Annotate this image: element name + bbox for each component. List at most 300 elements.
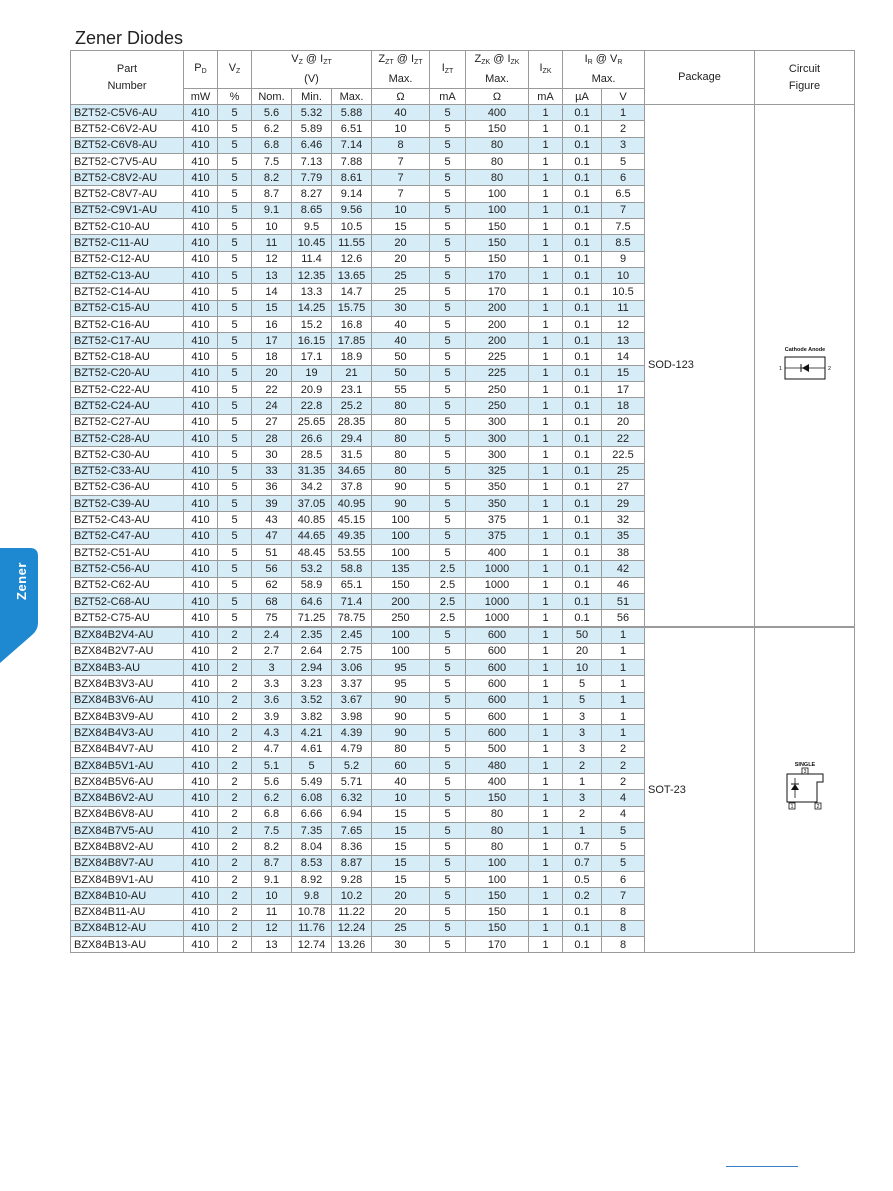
cell-zzt: 20 [372,251,430,267]
cell-izk: 1 [529,382,563,398]
cell-vz-min: 3.52 [292,692,332,708]
cell-izt: 5 [430,398,466,414]
cell-vz-nom: 22 [252,382,292,398]
cell-ir: 20 [563,643,602,659]
cell-zzk: 150 [466,888,529,904]
diode-sod123-icon [775,345,835,385]
zener-spec-table [70,50,855,953]
cell-vz-min: 12.35 [292,267,332,283]
cell-part-number: BZT52-C56-AU [71,561,184,577]
cell-pd: 410 [184,235,218,251]
cell-zzt: 90 [372,692,430,708]
cell-izk: 1 [529,643,563,659]
cell-vr: 5 [602,823,645,839]
cell-pd: 410 [184,382,218,398]
cell-pd: 410 [184,545,218,561]
cell-zzt: 15 [372,806,430,822]
cell-izt: 5 [430,414,466,430]
cell-izt: 5 [430,137,466,153]
cell-vz-nom: 16 [252,316,292,332]
izt-sym: I [441,61,445,74]
cell-vz-min: 4.21 [292,725,332,741]
cell-vr: 4 [602,806,645,822]
cell-izt: 5 [430,660,466,676]
cell-ir: 5 [563,676,602,692]
cell-zzk: 600 [466,692,529,708]
cell-zzk: 150 [466,251,529,267]
cell-zzk: 225 [466,349,529,365]
zzk-sub: ZK [481,59,491,66]
ir-at: @ V [592,53,618,65]
cell-vz-max: 58.8 [332,561,372,577]
circuit-figure-cell [755,105,855,627]
cell-zzk: 375 [466,512,529,528]
cell-part-number: BZX84B12-AU [71,920,184,936]
cell-zzt: 50 [372,349,430,365]
cell-vz-tol: 2 [218,871,252,887]
cell-pd: 410 [184,577,218,593]
cell-vz-nom: 62 [252,577,292,593]
cell-vz-tol: 2 [218,937,252,953]
cell-vz-nom: 9.1 [252,202,292,218]
cell-vz-min: 13.3 [292,284,332,300]
cell-part-number: BZT52-C8V7-AU [71,186,184,202]
unit-izk: mA [529,89,563,105]
cell-vz-max: 7.88 [332,153,372,169]
cell-vz-max: 45.15 [332,512,372,528]
pin1-label: 1 [790,803,793,810]
cell-izk: 1 [529,627,563,644]
cell-vz-min: 14.25 [292,300,332,316]
cell-vz-nom: 14 [252,284,292,300]
cell-izt: 5 [430,202,466,218]
figure-label: SINGLE [794,761,815,768]
cell-vz-tol: 5 [218,382,252,398]
cell-izt: 5 [430,153,466,169]
cell-izk: 1 [529,920,563,936]
cell-pd: 410 [184,692,218,708]
cell-vz-min: 9.8 [292,888,332,904]
cell-vz-min: 6.46 [292,137,332,153]
cell-izt: 5 [430,349,466,365]
cell-part-number: BZT52-C27-AU [71,414,184,430]
cell-ir: 0.1 [563,593,602,609]
cell-vz-min: 25.65 [292,414,332,430]
cell-vz-nom: 3.9 [252,708,292,724]
cell-zzt: 25 [372,267,430,283]
cell-vr: 6.5 [602,186,645,202]
cell-ir: 0.7 [563,839,602,855]
cell-ir: 0.7 [563,855,602,871]
cell-ir: 1 [563,774,602,790]
cell-part-number: BZT52-C14-AU [71,284,184,300]
cell-pd: 410 [184,660,218,676]
cell-vr: 10.5 [602,284,645,300]
cell-izk: 1 [529,725,563,741]
cell-izt: 5 [430,871,466,887]
cell-izk: 1 [529,774,563,790]
cell-vz-max: 5.2 [332,757,372,773]
cell-pd: 410 [184,855,218,871]
cell-vz-tol: 5 [218,202,252,218]
cell-part-number: BZT52-C16-AU [71,316,184,332]
cell-zzk: 150 [466,920,529,936]
cell-izt: 5 [430,512,466,528]
cell-zzt: 20 [372,904,430,920]
cell-izt: 5 [430,692,466,708]
cell-vr: 9 [602,251,645,267]
cell-izk: 1 [529,676,563,692]
col-zzk [466,51,529,89]
cell-izt: 5 [430,186,466,202]
cell-vz-min: 8.92 [292,871,332,887]
cell-pd: 410 [184,676,218,692]
cell-zzk: 1000 [466,593,529,609]
cell-vz-max: 11.55 [332,235,372,251]
cell-vz-min: 7.79 [292,170,332,186]
cell-izk: 1 [529,577,563,593]
cell-vz-nom: 36 [252,479,292,495]
cell-zzk: 300 [466,414,529,430]
cell-ir: 0.1 [563,414,602,430]
ir-sub: R [587,59,593,66]
cell-vz-max: 40.95 [332,496,372,512]
cell-vz-nom: 51 [252,545,292,561]
vz-symbol: V [228,61,237,74]
cell-vz-tol: 5 [218,170,252,186]
izt-sub: ZT [444,67,454,75]
cell-part-number: BZT52-C33-AU [71,463,184,479]
cell-vz-min: 31.35 [292,463,332,479]
cell-izt: 5 [430,676,466,692]
cell-vz-min: 9.5 [292,219,332,235]
cell-vz-nom: 13 [252,937,292,953]
cell-izk: 1 [529,839,563,855]
cell-izk: 1 [529,528,563,544]
cell-zzt: 55 [372,382,430,398]
cell-zzt: 135 [372,561,430,577]
cell-zzt: 80 [372,430,430,446]
vz-unit: (V) [304,73,319,85]
zzt-max: Max. [388,73,413,85]
cell-pd: 410 [184,284,218,300]
cell-vr: 32 [602,512,645,528]
cell-pd: 410 [184,790,218,806]
cell-vz-max: 3.67 [332,692,372,708]
cell-vz-tol: 5 [218,430,252,446]
cell-vz-min: 3.23 [292,676,332,692]
cell-vr: 13 [602,333,645,349]
cell-izk: 1 [529,593,563,609]
cell-izt: 5 [430,904,466,920]
cell-part-number: BZT52-C43-AU [71,512,184,528]
cell-izt: 2.5 [430,577,466,593]
cell-ir: 3 [563,790,602,806]
cell-vz-min: 8.27 [292,186,332,202]
cell-izk: 1 [529,512,563,528]
cell-izk: 1 [529,790,563,806]
spec-table-body [71,105,855,953]
cell-part-number: BZT52-C47-AU [71,528,184,544]
cell-ir: 0.1 [563,610,602,627]
cell-vz-max: 2.75 [332,643,372,659]
cell-vz-min: 10.78 [292,904,332,920]
cell-izt: 5 [430,920,466,936]
cell-izt: 2.5 [430,561,466,577]
unit-zzt: Ω [372,89,430,105]
cell-zzk: 100 [466,186,529,202]
cell-vz-max: 6.32 [332,790,372,806]
cell-vz-tol: 5 [218,251,252,267]
cell-vz-max: 8.36 [332,839,372,855]
cell-vz-max: 8.87 [332,855,372,871]
cell-izk: 1 [529,496,563,512]
cell-zzt: 15 [372,839,430,855]
cell-zzt: 25 [372,284,430,300]
cell-vr: 15 [602,365,645,381]
diode-sot23-icon [775,760,835,820]
cell-vz-tol: 2 [218,676,252,692]
cell-pd: 410 [184,561,218,577]
cell-vz-nom: 11 [252,904,292,920]
cell-vz-nom: 33 [252,463,292,479]
cell-vr: 17 [602,382,645,398]
cell-vz-nom: 6.2 [252,790,292,806]
col-circuit-figure [755,51,855,105]
cell-ir: 0.1 [563,186,602,202]
cell-vr: 2 [602,757,645,773]
cell-izk: 1 [529,708,563,724]
unit-vz-nom: Nom. [252,89,292,105]
cell-zzk: 1000 [466,610,529,627]
section-tab-label: Zener [14,562,29,600]
cell-vz-min: 11.4 [292,251,332,267]
cell-vz-max: 7.65 [332,823,372,839]
cell-vz-nom: 12 [252,251,292,267]
cell-vz-min: 19 [292,365,332,381]
cell-vz-max: 3.37 [332,676,372,692]
cell-vr: 2 [602,121,645,137]
cell-ir: 0.1 [563,153,602,169]
cell-vz-max: 53.55 [332,545,372,561]
cell-part-number: BZX84B13-AU [71,937,184,953]
cell-vz-tol: 5 [218,300,252,316]
col-part-number [71,51,184,105]
cell-pd: 410 [184,904,218,920]
cell-part-number: BZT52-C28-AU [71,430,184,446]
cell-vz-nom: 3.6 [252,692,292,708]
cell-part-number: BZX84B6V2-AU [71,790,184,806]
cell-vz-min: 20.9 [292,382,332,398]
cell-part-number: BZX84B2V7-AU [71,643,184,659]
cell-vr: 46 [602,577,645,593]
cell-izt: 5 [430,528,466,544]
cell-vz-min: 5.32 [292,105,332,121]
cell-vr: 27 [602,479,645,495]
cell-izt: 5 [430,790,466,806]
cell-ir: 5 [563,692,602,708]
cell-part-number: BZT52-C20-AU [71,365,184,381]
cell-vz-min: 17.1 [292,349,332,365]
cell-zzk: 600 [466,676,529,692]
cell-vz-tol: 5 [218,512,252,528]
cell-zzt: 7 [372,186,430,202]
zzt-at-sub: ZT [414,59,423,66]
cell-vz-min: 16.15 [292,333,332,349]
col-pd [184,51,218,89]
cell-vz-tol: 5 [218,121,252,137]
cell-pd: 410 [184,251,218,267]
cell-izt: 5 [430,300,466,316]
cell-izt: 5 [430,839,466,855]
cell-zzk: 200 [466,316,529,332]
cell-vz-min: 2.64 [292,643,332,659]
cell-vz-max: 3.98 [332,708,372,724]
cell-vz-max: 12.24 [332,920,372,936]
cell-vz-tol: 5 [218,153,252,169]
cell-vz-max: 5.71 [332,774,372,790]
cell-vz-tol: 5 [218,349,252,365]
cell-vz-min: 8.04 [292,839,332,855]
col-zzt [372,51,430,89]
cell-izk: 1 [529,430,563,446]
cell-vz-max: 9.56 [332,202,372,218]
cell-izt: 5 [430,382,466,398]
col-package: Package [645,51,755,105]
cell-izk: 1 [529,398,563,414]
circuit-figure-cell [755,627,855,953]
cell-izt: 5 [430,496,466,512]
cell-zzt: 100 [372,512,430,528]
cell-izk: 1 [529,414,563,430]
cell-vz-nom: 11 [252,235,292,251]
cell-vz-min: 48.45 [292,545,332,561]
cell-zzk: 100 [466,871,529,887]
cell-izk: 1 [529,235,563,251]
cell-vz-min: 10.45 [292,235,332,251]
cell-vz-max: 9.28 [332,871,372,887]
cell-vr: 38 [602,545,645,561]
cell-zzk: 80 [466,806,529,822]
cell-ir: 0.1 [563,382,602,398]
cell-zzt: 80 [372,414,430,430]
cell-vz-min: 6.66 [292,806,332,822]
cell-part-number: BZT52-C51-AU [71,545,184,561]
cell-vz-tol: 2 [218,692,252,708]
cell-izt: 5 [430,888,466,904]
cell-izt: 5 [430,708,466,724]
pin1-label: 1 [778,366,782,373]
cell-vz-nom: 2.7 [252,643,292,659]
cell-vz-nom: 7.5 [252,153,292,169]
cell-pd: 410 [184,774,218,790]
cell-vz-max: 25.2 [332,398,372,414]
cell-izt: 5 [430,643,466,659]
cell-pd: 410 [184,937,218,953]
cell-vz-max: 65.1 [332,577,372,593]
cell-ir: 0.1 [563,496,602,512]
cell-vr: 6 [602,871,645,887]
cell-vr: 25 [602,463,645,479]
cell-zzk: 100 [466,202,529,218]
cell-vr: 1 [602,627,645,644]
zzt-sub: ZT [385,59,394,66]
cell-vz-nom: 12 [252,920,292,936]
cell-ir: 0.1 [563,479,602,495]
cell-izk: 1 [529,610,563,627]
cell-vz-max: 78.75 [332,610,372,627]
cell-pd: 410 [184,365,218,381]
cell-izk: 1 [529,170,563,186]
cell-pd: 410 [184,186,218,202]
cell-ir: 0.1 [563,267,602,283]
cell-part-number: BZT52-C68-AU [71,593,184,609]
cell-vr: 8 [602,920,645,936]
cell-vz-tol: 2 [218,643,252,659]
cell-vr: 11 [602,300,645,316]
figure-label: Cathode Anode [784,347,825,354]
col-izk [529,51,563,89]
cell-part-number: BZX84B5V1-AU [71,757,184,773]
izk-sub: ZK [542,67,552,75]
cell-zzk: 600 [466,643,529,659]
cell-ir: 0.1 [563,528,602,544]
cell-zzt: 80 [372,741,430,757]
zzk-at: @ I [490,53,511,65]
cell-izt: 5 [430,121,466,137]
cell-izt: 5 [430,219,466,235]
cell-part-number: BZT52-C12-AU [71,251,184,267]
cell-vr: 2 [602,741,645,757]
cell-part-number: BZX84B8V2-AU [71,839,184,855]
cell-part-number: BZT52-C36-AU [71,479,184,495]
cell-zzk: 1000 [466,561,529,577]
cell-izt: 5 [430,105,466,121]
cell-pd: 410 [184,823,218,839]
cell-pd: 410 [184,920,218,936]
cell-ir: 0.1 [563,365,602,381]
cell-zzt: 60 [372,757,430,773]
cell-zzt: 15 [372,855,430,871]
cell-zzt: 80 [372,463,430,479]
cell-izt: 5 [430,170,466,186]
cell-vz-max: 21 [332,365,372,381]
cell-izk: 1 [529,349,563,365]
cell-ir: 0.1 [563,545,602,561]
cell-vz-tol: 2 [218,774,252,790]
cell-vz-min: 2.35 [292,627,332,644]
cell-vz-min: 4.61 [292,741,332,757]
cell-vz-max: 49.35 [332,528,372,544]
cell-izk: 1 [529,823,563,839]
cell-zzk: 80 [466,839,529,855]
cell-vz-tol: 5 [218,284,252,300]
cell-vz-nom: 39 [252,496,292,512]
cell-part-number: BZT52-C30-AU [71,447,184,463]
cell-vz-nom: 56 [252,561,292,577]
cell-zzt: 25 [372,920,430,936]
cell-vz-max: 17.85 [332,333,372,349]
cell-pd: 410 [184,871,218,887]
cell-ir: 0.1 [563,333,602,349]
cell-vz-nom: 8.2 [252,839,292,855]
cell-ir: 0.1 [563,463,602,479]
cell-ir: 0.1 [563,561,602,577]
cell-vr: 8 [602,937,645,953]
cell-vz-tol: 2 [218,741,252,757]
cell-zzt: 90 [372,725,430,741]
cell-vz-tol: 2 [218,839,252,855]
